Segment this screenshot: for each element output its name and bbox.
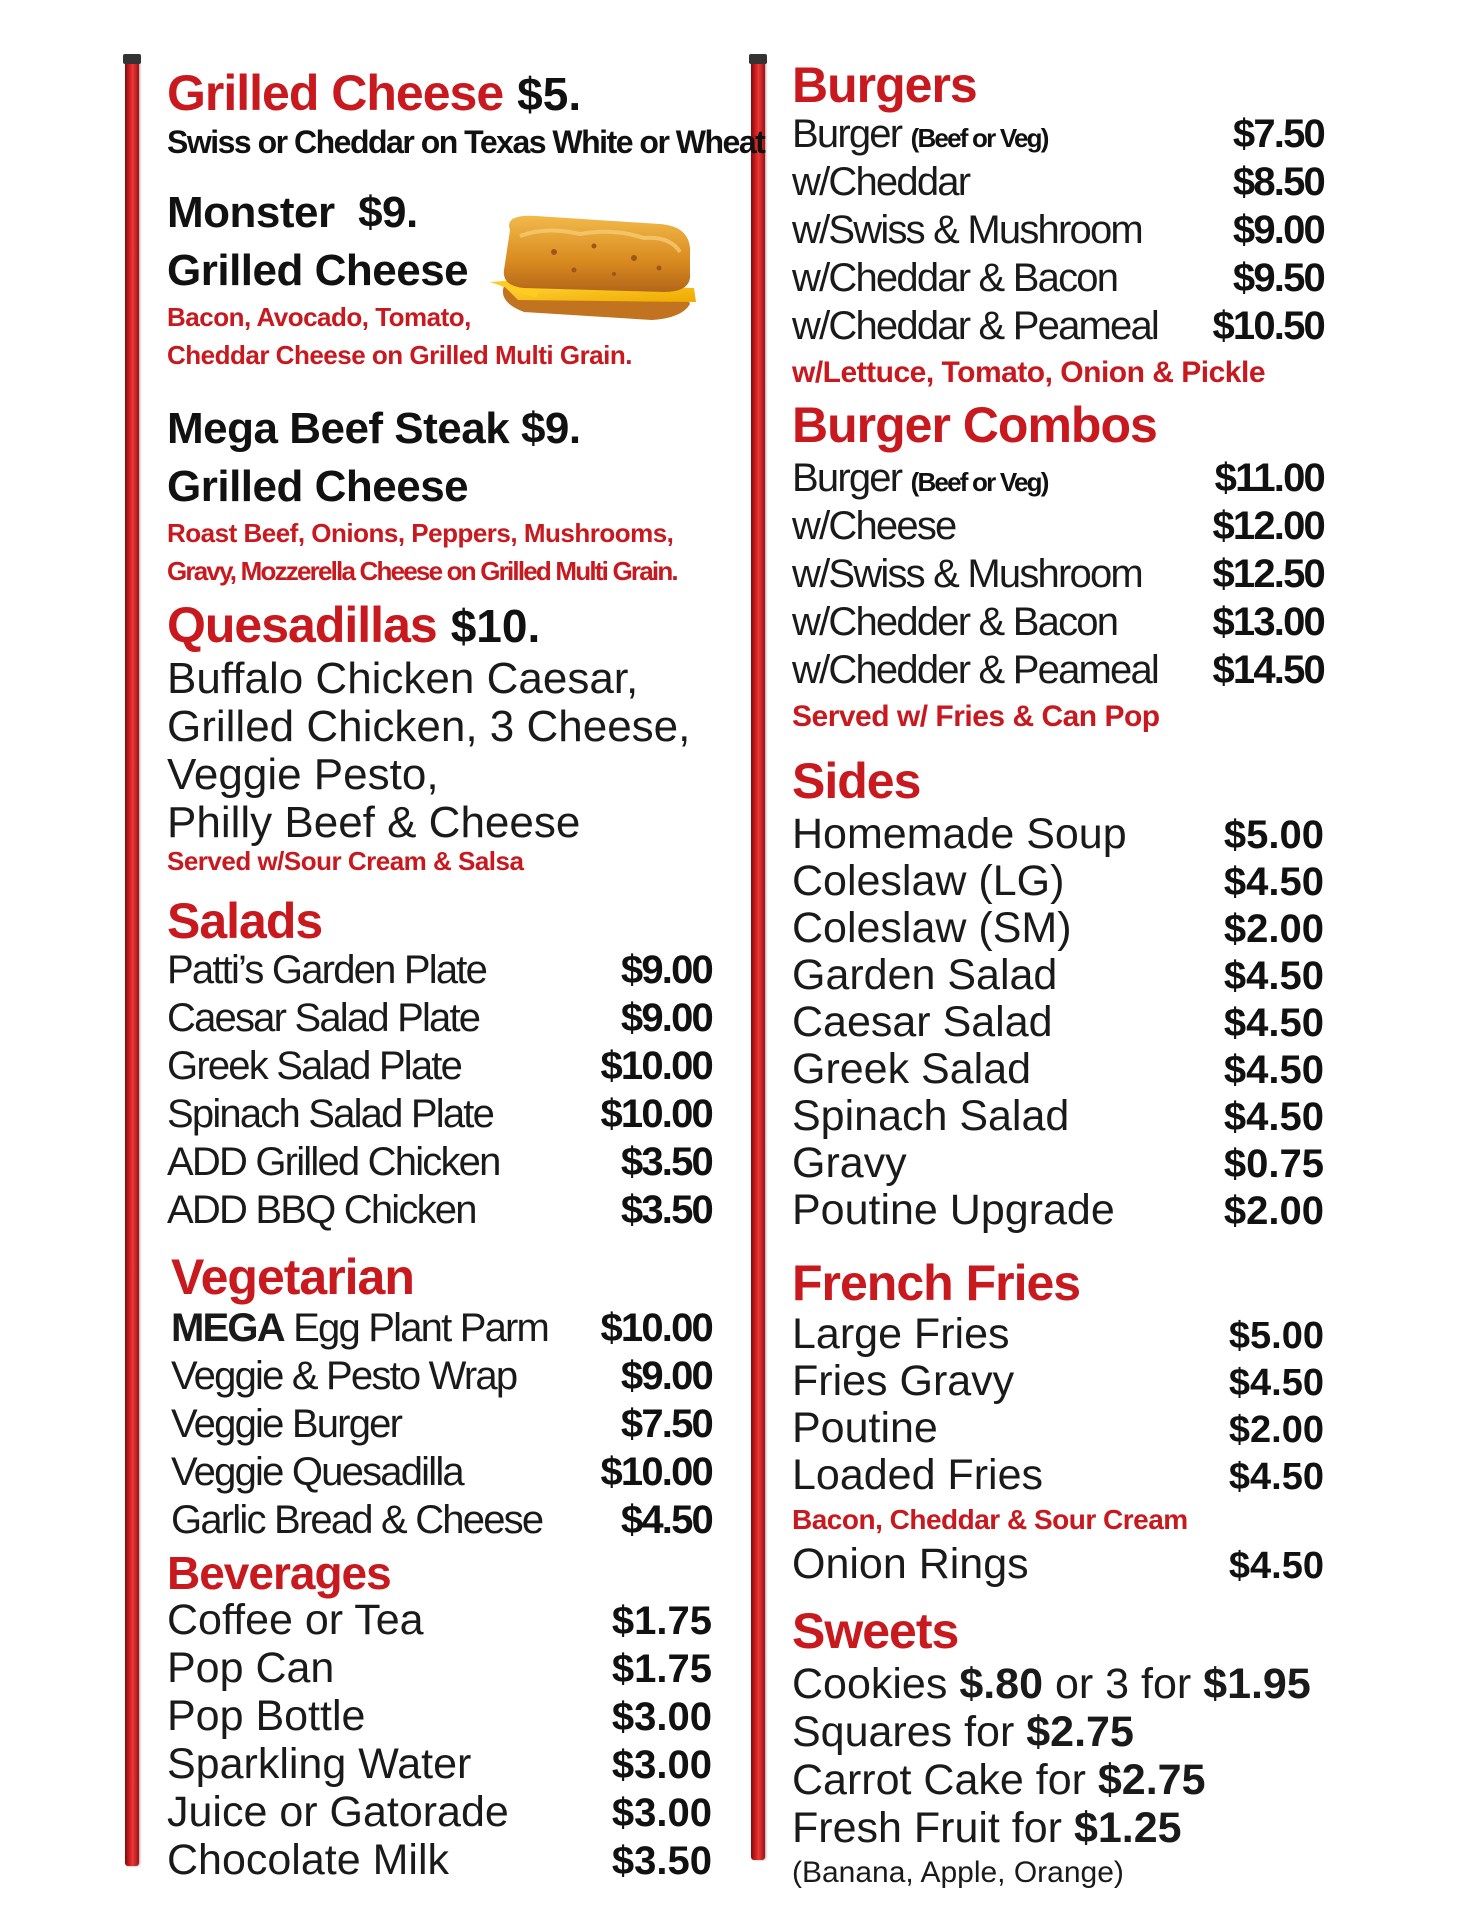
menu-row <box>792 810 1324 859</box>
item-name-text: Burger <box>792 112 902 156</box>
price: $4.50 <box>1228 1362 1324 1404</box>
price: $4.50 <box>1223 1048 1324 1092</box>
price: $9. <box>358 188 418 237</box>
price: $11.00 <box>1214 456 1324 500</box>
item-name: Veggie Quesadilla <box>171 1450 463 1494</box>
price: $1.95 <box>1203 1660 1311 1708</box>
item-qualifier: (Beef or Veg) <box>910 467 1048 497</box>
price: $12.00 <box>1212 504 1324 548</box>
price: $10.00 <box>600 1092 712 1136</box>
menu-row <box>167 1044 712 1089</box>
item-name: Cookies <box>792 1660 948 1708</box>
menu-row <box>792 1186 1324 1235</box>
item-name: Poutine <box>792 1404 938 1452</box>
monster-desc-2: Cheddar Cheese on Grilled Multi Grain. <box>167 340 632 370</box>
loaded-fries-note: Bacon, Cheddar & Sour Cream <box>792 1504 1188 1535</box>
item-name <box>171 1306 548 1351</box>
item-name: Monster <box>167 188 335 237</box>
menu-row <box>792 857 1324 906</box>
price: $5.00 <box>1223 813 1324 857</box>
item-name: Caesar Salad Plate <box>167 996 480 1040</box>
sweets-heading: Sweets <box>792 1603 959 1659</box>
sweets-cookies-line <box>792 1660 1311 1709</box>
price: $10.00 <box>600 1044 712 1088</box>
item-name: w/Swiss & Mushroom <box>792 552 1142 596</box>
burgers-note: w/Lettuce, Tomato, Onion & Pickle <box>792 356 1266 389</box>
item-name: w/Cheddar & Peameal <box>792 304 1159 348</box>
item-name: w/Cheddar & Bacon <box>792 256 1118 300</box>
menu-row <box>171 1498 712 1543</box>
quesadilla-note: Served w/Sour Cream & Salsa <box>167 846 524 876</box>
price: $2.00 <box>1223 907 1324 951</box>
price: $3.00 <box>611 1743 712 1787</box>
menu-row <box>792 648 1324 693</box>
monster-title-line2: Grilled Cheese <box>167 246 469 295</box>
item-name-text: Burger <box>792 456 902 500</box>
item-name: Pop Bottle <box>167 1692 366 1740</box>
menu-row <box>792 1357 1324 1406</box>
sweets-squares-line <box>792 1708 1134 1757</box>
mega-beef-desc-1: Roast Beef, Onions, Peppers, Mushrooms, <box>167 518 674 548</box>
item-name: w/Swiss & Mushroom <box>792 208 1142 252</box>
price: $3.00 <box>611 1695 712 1739</box>
mega-prefix: MEGA <box>171 1306 284 1350</box>
price: $7.50 <box>620 1402 712 1446</box>
fries-heading: French Fries <box>792 1255 1081 1311</box>
item-name: w/Cheddar <box>792 160 970 204</box>
item-name-text: Egg Plant Parm <box>293 1306 549 1350</box>
menu-row <box>171 1354 712 1399</box>
item-name: Garlic Bread & Cheese <box>171 1498 543 1542</box>
menu-row <box>792 304 1324 349</box>
menu-row <box>792 1404 1324 1453</box>
menu-row <box>167 948 712 993</box>
burgers-heading: Burgers <box>792 57 977 113</box>
item-name <box>792 112 1048 157</box>
price: $10.50 <box>1212 304 1324 348</box>
beverages-heading: Beverages <box>167 1547 391 1599</box>
menu-row <box>171 1450 712 1495</box>
item-name: Mega Beef Steak <box>167 404 510 453</box>
menu-row <box>167 1140 712 1185</box>
sides-heading: Sides <box>792 753 921 809</box>
price: $4.50 <box>1228 1545 1324 1587</box>
quesadilla-line: Veggie Pesto, <box>167 750 439 799</box>
sweets-carrot-line <box>792 1756 1206 1805</box>
mega-beef-title-line1 <box>167 404 581 454</box>
monster-title-line1 <box>167 188 418 238</box>
sweets-fruit-line <box>792 1804 1182 1853</box>
menu-row <box>171 1402 712 1447</box>
salads-heading: Salads <box>167 893 323 949</box>
menu-row <box>792 552 1324 597</box>
menu-row <box>167 1188 712 1233</box>
item-name: Fresh Fruit for <box>792 1804 1062 1852</box>
menu-row <box>792 998 1324 1047</box>
right-divider-bar <box>751 58 765 1860</box>
price: $2.00 <box>1228 1409 1324 1451</box>
price: $5. <box>517 68 582 120</box>
item-name: Onion Rings <box>792 1540 1029 1588</box>
item-text: or 3 for <box>1054 1660 1192 1708</box>
item-name: ADD BBQ Chicken <box>167 1188 476 1232</box>
item-name: Coffee or Tea <box>167 1596 424 1644</box>
price: $2.75 <box>1097 1756 1206 1804</box>
item-name: Carrot Cake for <box>792 1756 1086 1804</box>
item-name: Juice or Gatorade <box>167 1788 509 1836</box>
price: $10.00 <box>600 1306 712 1350</box>
menu-row <box>167 996 712 1041</box>
item-name: w/Chedder & Peameal <box>792 648 1159 692</box>
menu-row <box>792 1540 1324 1589</box>
item-name: Spinach Salad Plate <box>167 1092 494 1136</box>
item-name: Veggie Burger <box>171 1402 402 1446</box>
menu-row <box>167 1836 712 1885</box>
menu-row <box>792 208 1324 253</box>
price: $8.50 <box>1232 160 1324 204</box>
item-name: Garden Salad <box>792 951 1058 999</box>
item-name: Coleslaw (LG) <box>792 857 1065 905</box>
menu-row <box>792 600 1324 645</box>
item-name: Large Fries <box>792 1310 1010 1358</box>
item-name: Coleslaw (SM) <box>792 904 1072 952</box>
item-name: Chocolate Milk <box>167 1836 449 1884</box>
menu-row <box>792 951 1324 1000</box>
menu-row <box>167 1740 712 1789</box>
left-divider-bar <box>125 58 139 1866</box>
price: $9. <box>520 404 581 453</box>
item-name <box>792 456 1048 501</box>
item-name: Patti’s Garden Plate <box>167 948 487 992</box>
item-name: Squares for <box>792 1708 1015 1756</box>
combos-note: Served w/ Fries & Can Pop <box>792 700 1160 733</box>
item-name: Greek Salad <box>792 1045 1032 1093</box>
fruit-note: (Banana, Apple, Orange) <box>792 1856 1124 1889</box>
price: $9.00 <box>620 1354 712 1398</box>
price: $12.50 <box>1212 552 1324 596</box>
menu-row <box>792 456 1324 501</box>
item-name: Poutine Upgrade <box>792 1186 1115 1234</box>
price: $9.00 <box>620 996 712 1040</box>
price: $.80 <box>959 1660 1044 1708</box>
grilled-cheese-heading <box>167 64 581 122</box>
menu-row <box>167 1596 712 1645</box>
menu-row <box>171 1306 712 1351</box>
menu-row <box>792 256 1324 301</box>
menu-row <box>792 160 1324 205</box>
menu-row <box>792 1451 1324 1500</box>
menu-row <box>792 1310 1324 1359</box>
price: $5.00 <box>1228 1315 1324 1357</box>
price: $4.50 <box>1228 1456 1324 1498</box>
price: $3.50 <box>620 1140 712 1184</box>
item-name: Veggie & Pesto Wrap <box>171 1354 517 1398</box>
price: $3.50 <box>620 1188 712 1232</box>
menu-row <box>167 1788 712 1837</box>
grilled-cheese-desc: Swiss or Cheddar on Texas White or Wheat <box>167 124 765 160</box>
menu-row <box>792 1139 1324 1188</box>
item-name: w/Chedder & Bacon <box>792 600 1118 644</box>
price: $4.50 <box>620 1498 712 1542</box>
quesadilla-line: Philly Beef & Cheese <box>167 798 581 847</box>
combos-heading: Burger Combos <box>792 397 1157 453</box>
menu-row <box>792 1045 1324 1094</box>
price: $2.00 <box>1223 1189 1324 1233</box>
menu-row <box>792 112 1324 157</box>
section-title: Grilled Cheese <box>167 65 504 121</box>
item-name: Homemade Soup <box>792 810 1127 858</box>
menu-row <box>167 1644 712 1693</box>
menu-row <box>792 504 1324 549</box>
price: $3.50 <box>611 1839 712 1883</box>
item-name: Loaded Fries <box>792 1451 1043 1499</box>
price: $4.50 <box>1223 1001 1324 1045</box>
price: $10. <box>450 600 541 652</box>
menu-row <box>167 1092 712 1137</box>
item-qualifier: (Beef or Veg) <box>910 123 1048 153</box>
price: $1.25 <box>1073 1804 1182 1852</box>
quesadilla-line: Grilled Chicken, 3 Cheese, <box>167 702 691 751</box>
item-name: Greek Salad Plate <box>167 1044 462 1088</box>
item-name: w/Cheese <box>792 504 956 548</box>
price: $7.50 <box>1232 112 1324 156</box>
price: $9.50 <box>1232 256 1324 300</box>
menu-row <box>792 904 1324 953</box>
price: $13.00 <box>1212 600 1324 644</box>
item-name: Pop Can <box>167 1644 335 1692</box>
quesadilla-line: Buffalo Chicken Caesar, <box>167 654 639 703</box>
mega-beef-title-line2: Grilled Cheese <box>167 462 469 511</box>
item-name: Fries Gravy <box>792 1357 1015 1405</box>
price: $1.75 <box>611 1599 712 1643</box>
price: $0.75 <box>1223 1142 1324 1186</box>
price: $14.50 <box>1212 648 1324 692</box>
monster-desc-1: Bacon, Avocado, Tomato, <box>167 302 471 332</box>
price: $9.00 <box>620 948 712 992</box>
price: $2.75 <box>1026 1708 1134 1756</box>
item-name: Gravy <box>792 1139 907 1187</box>
quesadillas-heading <box>167 596 540 654</box>
price: $9.00 <box>1232 208 1324 252</box>
menu-row <box>167 1692 712 1741</box>
item-name: Caesar Salad <box>792 998 1053 1046</box>
price: $4.50 <box>1223 1095 1324 1139</box>
price: $10.00 <box>600 1450 712 1494</box>
item-name: Sparkling Water <box>167 1740 472 1788</box>
item-name: ADD Grilled Chicken <box>167 1140 500 1184</box>
menu-row <box>792 1092 1324 1141</box>
section-title: Quesadillas <box>167 597 437 653</box>
price: $4.50 <box>1223 954 1324 998</box>
grilled-cheese-sandwich-image <box>484 208 710 328</box>
vegetarian-heading: Vegetarian <box>171 1249 414 1305</box>
price: $1.75 <box>611 1647 712 1691</box>
item-name: Spinach Salad <box>792 1092 1070 1140</box>
mega-beef-desc-2: Gravy, Mozzerella Cheese on Grilled Multi Grain. <box>167 556 677 586</box>
price: $3.00 <box>611 1791 712 1835</box>
price: $4.50 <box>1223 860 1324 904</box>
